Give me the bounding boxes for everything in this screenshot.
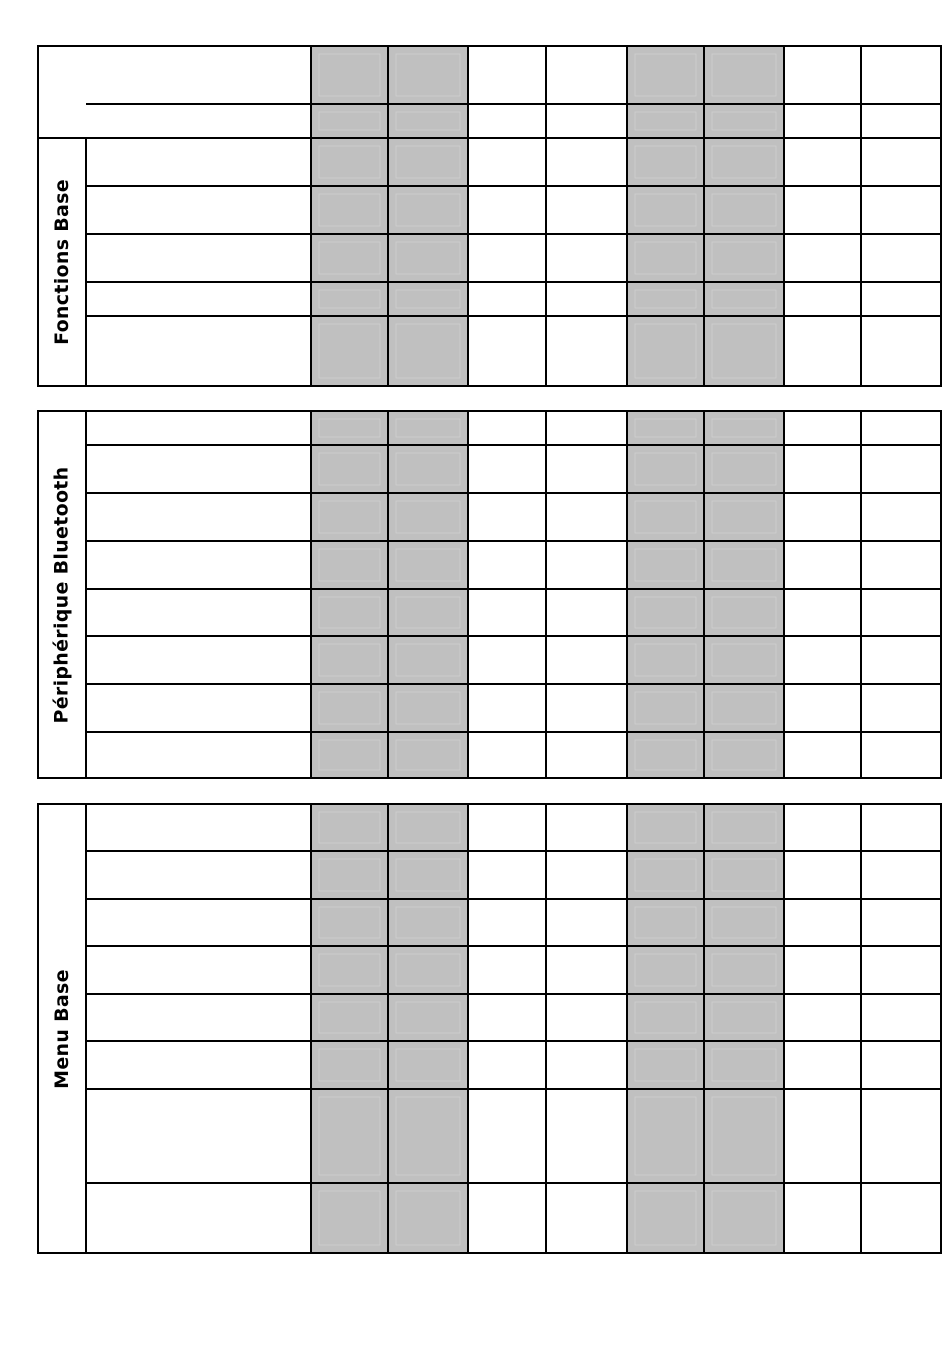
shaded-column-fill [627,46,704,386]
shaded-column-fill [311,46,388,386]
shaded-column-fill [388,804,468,1253]
section-outer-border [38,411,941,778]
section-outer-border [38,804,941,1253]
section-label-text: Fonctions Base [51,179,74,345]
shaded-column-fill [627,411,704,778]
section-outer-border [38,46,941,386]
shaded-column-fill [627,804,704,1253]
shaded-column-fill [704,411,784,778]
shaded-column-fill [388,46,468,386]
section-label-text: Périphérique Bluetooth [51,465,73,724]
section-label-text: Menu Base [51,968,74,1089]
shaded-column-fill [311,411,388,778]
shaded-column-fill [704,804,784,1253]
shaded-column-fill [388,411,468,778]
shaded-column-fill [704,46,784,386]
shaded-column-fill [311,804,388,1253]
